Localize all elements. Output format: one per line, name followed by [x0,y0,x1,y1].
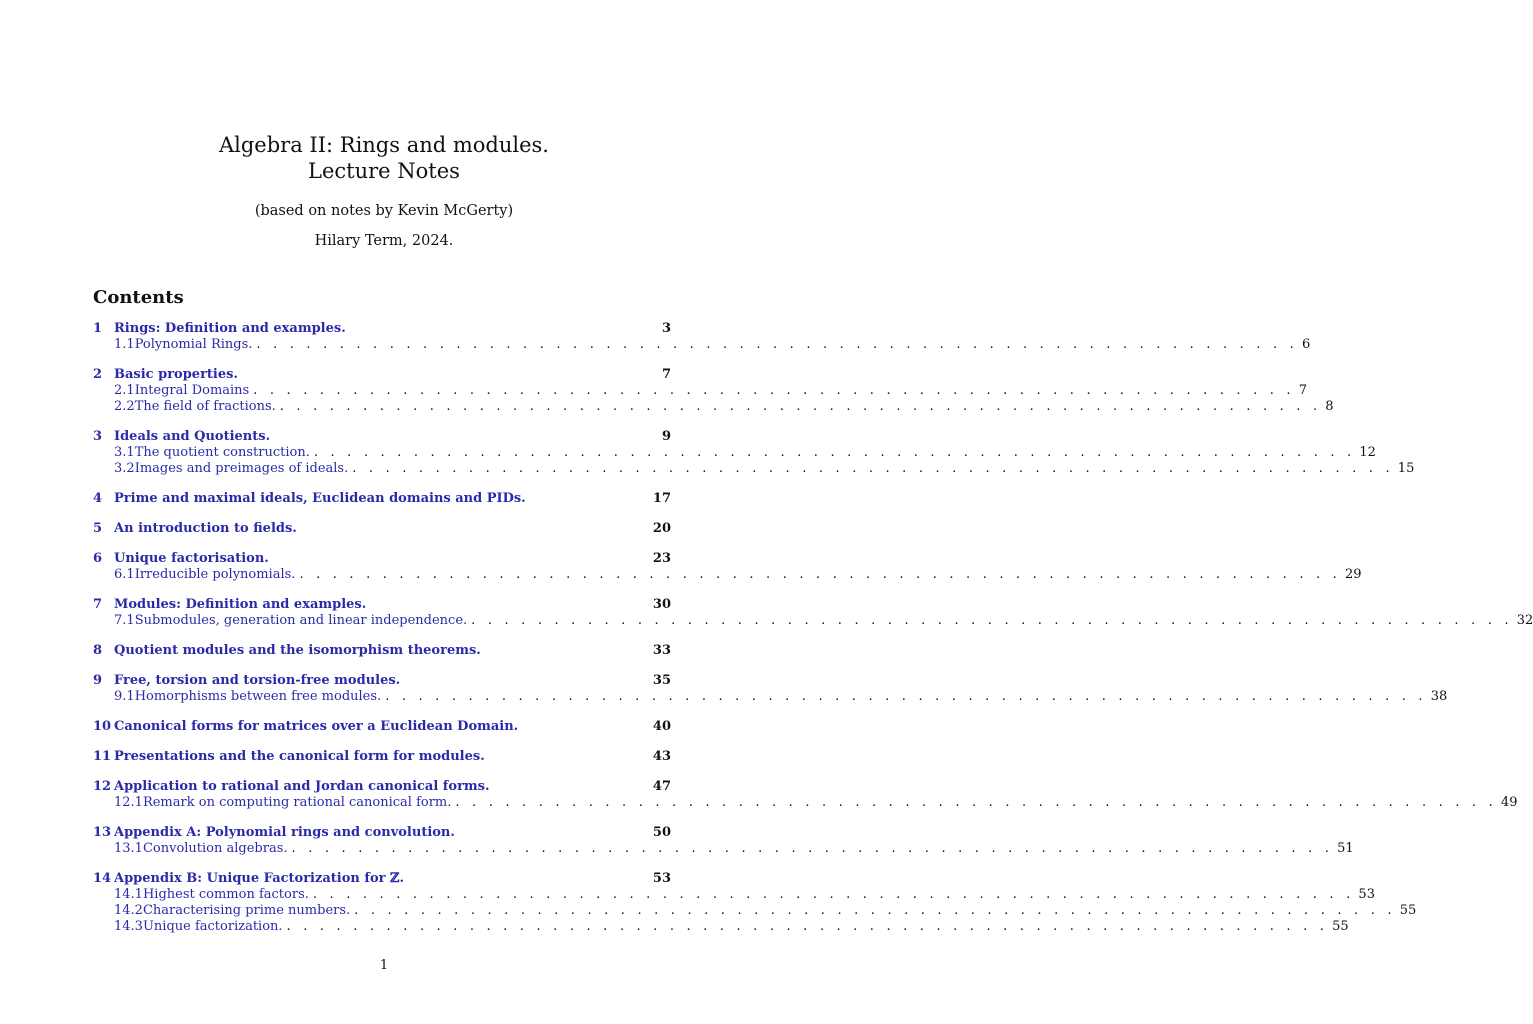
toc-section-link[interactable] [93,824,671,841]
toc-section-page: 23 [652,551,671,566]
toc-section-link[interactable] [93,428,671,445]
toc-subsection-page: 8 [1325,399,1334,414]
toc-subsection-number: 14.2 [114,903,143,918]
toc-section-link[interactable] [93,718,671,735]
toc-section [93,550,1362,583]
toc-subsection-title: Integral Domains [134,383,250,398]
toc-subsection-link[interactable] [93,399,1334,415]
toc-section [93,642,671,659]
document-title-line-2: Lecture Notes [308,159,460,183]
toc-subsection-page: 6 [1301,337,1311,352]
toc-subsection-link[interactable] [93,689,1448,705]
toc-section-title: Rings: Definition and examples. [114,321,346,336]
toc-section-page: 33 [652,643,671,658]
toc-section [93,596,1533,629]
toc-section-title: Application to rational and Jordan canonical forms. [114,779,490,794]
toc-section-title: Presentations and the canonical form for modules. [114,749,485,764]
toc-section [93,870,1417,935]
toc-subsection-title: Characterising prime numbers. [142,903,351,918]
toc-subsection-title: Polynomial Rings. [134,337,253,352]
dot-leader: . . . . . . . . . . . . . . . . . . . . . . . . . . . . . . . . . . . . . . . . . . . . . . . . . . . . . . . . . . . . . . . [253,383,1295,398]
toc-subsection-number: 3.2 [114,461,135,476]
toc-section-link[interactable] [93,672,671,689]
dot-leader: . . . . . . . . . . . . . . . . . . . . . . . . . . . . . . . . . . . . . . . . . . . . . . . . . . . . . . . . . . . . . . . [471,613,1513,628]
toc-section-link[interactable] [93,642,671,659]
dot-leader: . . . . . . . . . . . . . . . . . . . . . . . . . . . . . . . . . . . . . . . . . . . . . . . . . . . . . . . . . . . . . . . [286,919,1329,934]
toc-subsection-number: 2.1 [114,383,135,398]
toc-subsection-number: 3.1 [114,445,135,460]
toc-section-number: 7 [93,597,103,612]
toc-section-title: Free, torsion and torsion-free modules. [114,673,401,688]
toc-subsection-page: 53 [1358,887,1375,902]
toc-subsection-title: Submodules, generation and linear independence. [134,613,468,628]
toc-subsection-number: 6.1 [114,567,135,582]
toc-subsection-page: 32 [1516,613,1533,628]
toc-section-page: 47 [652,779,671,794]
toc-subsection-page: 49 [1500,795,1518,810]
toc-section-link[interactable] [93,748,671,765]
toc-section-link[interactable] [93,320,671,337]
toc-subsection-link[interactable] [93,567,1362,583]
toc-section-page: 9 [661,429,671,444]
toc-subsection-link[interactable] [93,841,1354,857]
page-number: 1 [379,958,389,973]
toc-section-page: 17 [652,491,671,506]
toc-subsection-number: 13.1 [114,841,143,856]
toc-section-number: 1 [93,321,103,336]
toc-subsection-number: 14.1 [114,887,143,902]
toc-subsection-page: 15 [1397,461,1415,476]
toc-section-title: Appendix B: Unique Factorization for ℤ. [114,871,405,886]
toc-section-title: Ideals and Quotients. [114,429,271,444]
toc-subsection-title: Homorphisms between free modules. [134,689,382,704]
dot-leader: . . . . . . . . . . . . . . . . . . . . . . . . . . . . . . . . . . . . . . . . . . . . . . . . . . . . . . . . . . . . . . . [279,399,1322,414]
toc-section-number: 10 [93,719,112,734]
toc-section-page: 7 [661,367,671,382]
toc-section [93,490,671,507]
dot-leader: . . . . . . . . . . . . . . . . . . . . . . . . . . . . . . . . . . . . . . . . . . . . . . . . . . . . . . . . . . . . . . . [455,795,1497,810]
toc-subsection-number: 9.1 [114,689,135,704]
toc-section-page: 20 [652,521,671,536]
toc-section-number: 9 [93,673,103,688]
toc-section-number: 6 [93,551,103,566]
dot-leader: . . . . . . . . . . . . . . . . . . . . . . . . . . . . . . . . . . . . . . . . . . . . . . . . . . . . . . . . . . . . . . . [299,567,1341,582]
toc-section-number: 5 [93,521,103,536]
toc-subsection-link[interactable] [93,919,1349,935]
toc-subsection-page: 7 [1298,383,1308,398]
toc-subsection-link[interactable] [93,461,1415,477]
toc-subsection-page: 55 [1399,903,1417,918]
toc-section [93,672,1448,705]
toc-section [93,366,1334,415]
toc-subsection-number: 7.1 [114,613,135,628]
dot-leader: . . . . . . . . . . . . . . . . . . . . . . . . . . . . . . . . . . . . . . . . . . . . . . . . . . . . . . . . . . . . . . . [291,841,1334,856]
toc-section-number: 13 [93,825,112,840]
dot-leader: . . . . . . . . . . . . . . . . . . . . . . . . . . . . . . . . . . . . . . . . . . . . . . . . . . . . . . . . . . . . . . . [354,903,1396,918]
toc-subsection-page: 38 [1430,689,1448,704]
table-of-contents [93,320,1533,948]
document-term: Hilary Term, 2024. [314,233,454,249]
toc-section-page: 43 [652,749,671,764]
toc-section [93,520,671,537]
toc-section-number: 8 [93,643,103,658]
toc-section-link[interactable] [93,366,671,383]
toc-section-title: An introduction to fields. [114,521,297,536]
toc-section-title: Modules: Definition and examples. [114,597,367,612]
toc-subsection-number: 12.1 [114,795,143,810]
toc-section-number: 2 [93,367,103,382]
toc-subsection-link[interactable] [93,903,1417,919]
toc-section-number: 14 [93,871,112,886]
toc-subsection-page: 12 [1359,445,1376,460]
toc-subsection-title: The quotient construction. [134,445,310,460]
toc-subsection-title: Irreducible polynomials. [134,567,296,582]
toc-subsection-title: Highest common factors. [142,887,309,902]
toc-section-title: Appendix A: Polynomial rings and convolution. [114,825,455,840]
toc-section-link[interactable] [93,490,671,507]
dot-leader: . . . . . . . . . . . . . . . . . . . . . . . . . . . . . . . . . . . . . . . . . . . . . . . . . . . . . . . . . . . . . . . [385,689,1427,704]
toc-subsection-link[interactable] [93,383,1308,399]
toc-section-title: Quotient modules and the isomorphism theorems. [114,643,481,658]
dot-leader: . . . . . . . . . . . . . . . . . . . . . . . . . . . . . . . . . . . . . . . . . . . . . . . . . . . . . . . . . . . . . . . [352,461,1394,476]
dot-leader: . . . . . . . . . . . . . . . . . . . . . . . . . . . . . . . . . . . . . . . . . . . . . . . . . . . . . . . . . . . . . . . [256,337,1298,352]
dot-leader: . . . . . . . . . . . . . . . . . . . . . . . . . . . . . . . . . . . . . . . . . . . . . . . . . . . . . . . . . . . . . . . [312,887,1355,902]
toc-subsection-number: 14.3 [114,919,143,934]
toc-section-number: 11 [93,749,112,764]
toc-section-link[interactable] [93,550,671,567]
toc-subsection-title: Convolution algebras. [142,841,288,856]
toc-section [93,718,671,735]
toc-section [93,428,1415,477]
toc-section-title: Prime and maximal ideals, Euclidean domains and PIDs. [114,491,526,506]
toc-subsection-link[interactable] [93,613,1533,629]
toc-section-link[interactable] [93,778,671,795]
toc-section-page: 35 [652,673,671,688]
toc-section [93,320,1311,353]
toc-subsection-number: 2.2 [114,399,135,414]
toc-section-title: Canonical forms for matrices over a Euclidean Domain. [114,719,519,734]
toc-section-number: 12 [93,779,112,794]
toc-subsection-link[interactable] [93,445,1376,461]
toc-section-link[interactable] [93,870,671,887]
toc-subsection-page: 29 [1344,567,1362,582]
toc-section-page: 3 [661,321,671,336]
contents-heading: Contents [93,287,184,308]
toc-section [93,778,1518,811]
toc-subsection-title: Remark on computing rational canonical form. [142,795,452,810]
toc-subsection-page: 51 [1337,841,1354,856]
dot-leader: . . . . . . . . . . . . . . . . . . . . . . . . . . . . . . . . . . . . . . . . . . . . . . . . . . . . . . . . . . . . . . . [313,445,1356,460]
toc-subsection-link[interactable] [93,337,1311,353]
toc-section-page: 40 [652,719,671,734]
toc-subsection-link[interactable] [93,795,1518,811]
toc-section-page: 30 [652,597,671,612]
toc-section-link[interactable] [93,596,671,613]
document-subtitle: (based on notes by Kevin McGerty) [254,203,514,219]
toc-section-link[interactable] [93,520,671,537]
toc-subsection-title: Images and preimages of ideals. [134,461,349,476]
toc-section-page: 50 [652,825,671,840]
toc-section-number: 4 [93,491,103,506]
toc-section-title: Unique factorisation. [114,551,269,566]
toc-section [93,824,1354,857]
toc-subsection-title: Unique factorization. [142,919,283,934]
toc-section-number: 3 [93,429,103,444]
toc-subsection-title: The field of fractions. [134,399,276,414]
toc-subsection-page: 55 [1332,919,1349,934]
toc-section-title: Basic properties. [114,367,238,382]
toc-section [93,748,671,765]
toc-subsection-link[interactable] [93,887,1375,903]
toc-subsection-number: 1.1 [114,337,135,352]
document-title-line-1: Algebra II: Rings and modules. [218,133,549,157]
toc-section-page: 53 [652,871,671,886]
